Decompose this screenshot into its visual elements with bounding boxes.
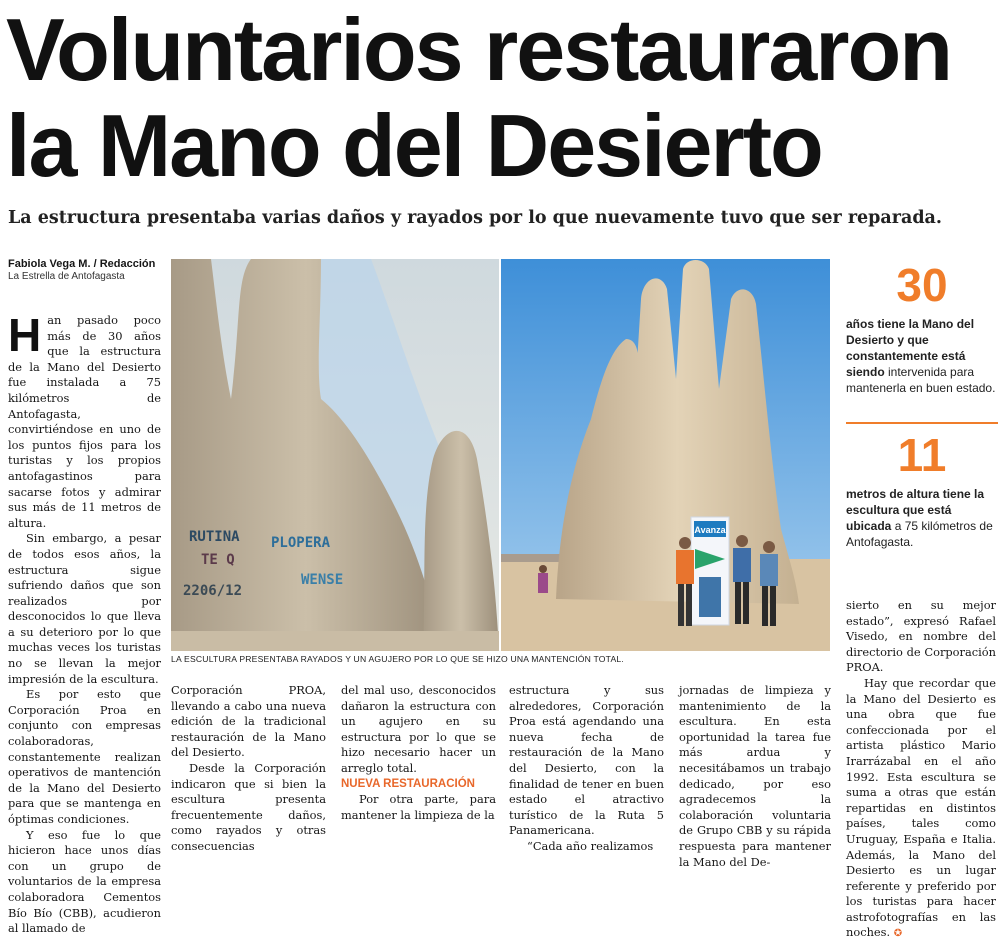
photo-svg	[171, 259, 830, 651]
paragraph: Y eso fue lo que hicieron hace unos días con un grupo de voluntarios de la empresa colaboradora Cementos Bío Bío (CBB), acudieron al llamado de	[8, 827, 161, 936]
article-photo	[171, 259, 830, 651]
stat-box-11	[846, 429, 998, 550]
stat-rest-text: a 75 kilómetros de Antofagasta.	[846, 519, 993, 549]
article-column-5	[679, 683, 831, 870]
article-column-6	[846, 598, 996, 942]
author-name: Fabiola Vega M. / Redacción	[8, 258, 156, 270]
lead-text: an pasado poco más de 30 años que la estructura de la Mano del Desierto fue instalada a 75 kilómetros de Antofagasta, convirtiéndose en uno de los puntos fijos para los turistas y los propios antofagastinos para sacarse fotos y admirar sus más de 11 metros de altura.	[8, 313, 161, 530]
paragraph: jornadas de limpieza y mantenimiento de la escultura. En esta oportunidad la tarea fue más ardua y necesitábamos un trabajo dedicado, por eso agradecemos la colaboración voluntaria de Grupo CBB y su rápida respuesta para mantener la Mano del De-	[679, 683, 831, 869]
graffiti-text: WENSE	[301, 572, 344, 588]
article-column-1	[8, 309, 161, 936]
graffiti-text: TE Q	[201, 552, 235, 568]
article-column-3	[341, 683, 496, 823]
closing-text: Hay que recordar que la Mano del Desierto es una obra que fue confeccionada por el artista plástico Mario Irarrázabal en el año 1992. Esta escultura se suma a otras que están repartidas en distintos países, tales como Uruguay, España e Italia. Además, la Mano del Desierto es un lugar referente y preferido por los turistas para hacer astrofotografías en las noches.	[846, 675, 996, 940]
article-column-2	[171, 683, 326, 855]
stat-number: 11	[897, 429, 947, 481]
stat-text	[846, 486, 998, 550]
article-column-4	[509, 683, 664, 855]
paragraph: Corporación PROA, llevando a cabo una nueva edición de la tradicional restauración de la Mano del Desierto.	[171, 683, 326, 760]
paragraph: Sin embargo, a pesar de todos esos años, la estructura sigue sufriendo daños que son realizados por desconocidos lo que lleva a su deterioro por lo que muchas veces los turistas no se llevan la mejor impresión de la escultura.	[8, 531, 161, 686]
graffiti-text: 2206/12	[183, 583, 243, 599]
photo-caption: LA ESCULTURA PRESENTABA RAYADOS Y UN AGUJERO POR LO QUE SE HIZO UNA MANTENCIÓN TOTAL.	[171, 654, 624, 664]
subtitle: La estructura presentaba varias daños y rayados por lo que nuevamente tuvo que ser reparada.	[8, 208, 942, 228]
graffiti-text: RUTINA	[189, 529, 240, 545]
end-mark-icon: ✪	[893, 928, 903, 940]
paragraph: “Cada año realizamos	[527, 838, 654, 853]
stat-bold-text: metros de altura tiene la escultura que está ubicada	[846, 487, 985, 533]
stat-box-30	[846, 259, 998, 396]
drop-cap: H	[8, 309, 42, 361]
paragraph: Por otra parte, para mantener la limpieza de la	[341, 792, 496, 822]
lead-paragraph	[8, 309, 161, 531]
paragraph: Desde la Corporación indicaron que si bien la escultura presenta frecuentemente daños, como rayados y otras consecuencias	[171, 760, 326, 853]
paragraph: del mal uso, desconocidos dañaron la estructura con un agujero en su estructura por lo que se hizo necesario hacer un arreglo total.	[341, 683, 496, 775]
paragraph: sierto en su mejor estado”, expresó Rafael Visedo, en nombre del directorio de Corporación PROA.	[846, 598, 996, 675]
stat-rest-text: intervenida para mantenerla en buen estado.	[846, 365, 996, 395]
section-subhead: NUEVA RESTAURACIÓN	[341, 777, 475, 790]
headline: Voluntarios restauraron la Mano del Desierto	[6, 0, 952, 195]
stat-text	[846, 316, 998, 396]
stat-number: 30	[896, 259, 948, 311]
graffiti-text: PLOPERA	[271, 535, 331, 551]
banner-label: Avanza	[694, 525, 726, 535]
outlet-name: La Estrella de Antofagasta	[8, 271, 125, 282]
byline	[8, 258, 168, 282]
stat-bold-text: años tiene la Mano del Desierto y que constantemente está siendo	[846, 317, 975, 379]
paragraph	[846, 676, 996, 942]
paragraph: Es por esto que Corporación Proa en conjunto con empresas colaboradoras, constantemente realizan operativos de mantención de la Mano del Desierto para que se mantenga en óptimas condiciones.	[8, 687, 161, 826]
stat-divider	[846, 422, 998, 424]
paragraph: estructura y sus alrededores, Corporación Proa está agendando una nueva fecha de restauración de la Mano del Desierto, con la finalidad de tener en buen estado el atractivo turístico de la Ruta 5 Panamericana.	[509, 683, 664, 838]
